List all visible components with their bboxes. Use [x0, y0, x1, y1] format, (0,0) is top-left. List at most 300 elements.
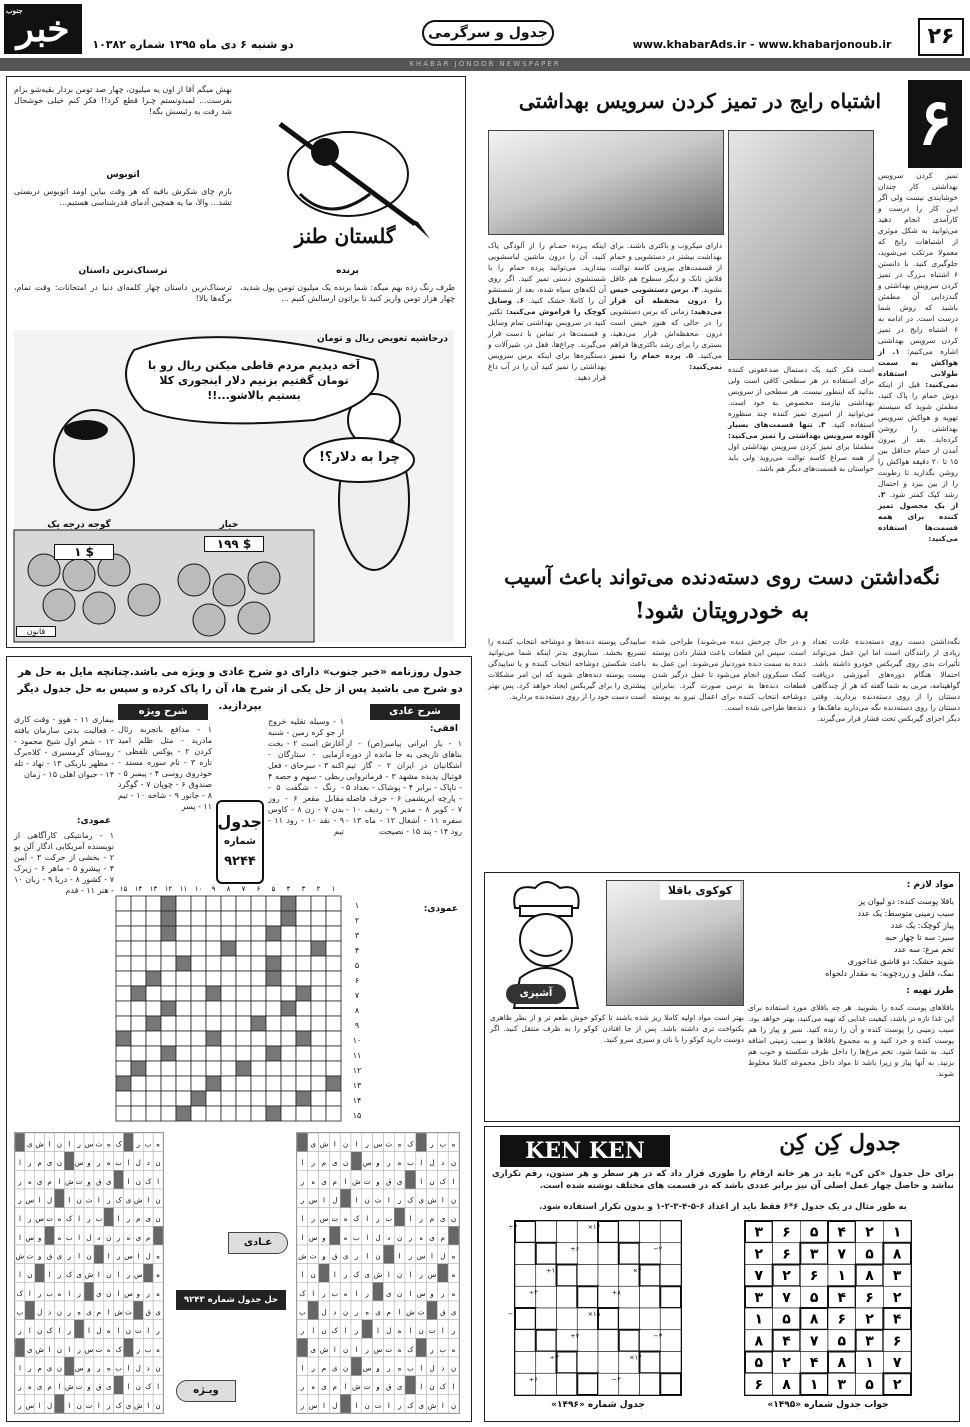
crossword-cell[interactable]: [236, 1001, 251, 1016]
crossword-black-cell: [296, 1091, 311, 1106]
badge-sub: شماره: [224, 836, 256, 847]
solution-letter: ل: [429, 1364, 435, 1373]
crossword-cell[interactable]: [221, 956, 236, 971]
crossword-cell[interactable]: [251, 956, 266, 971]
kenken-cell[interactable]: [557, 1352, 578, 1374]
crossword-cell[interactable]: [161, 1061, 176, 1076]
answer-digit: ۵: [837, 1333, 847, 1350]
crossword-cell[interactable]: [161, 956, 176, 971]
crossword-cell[interactable]: [266, 1076, 281, 1091]
solution-black-cell: [25, 1301, 35, 1320]
badge-word: جدول: [217, 812, 262, 831]
crossword-cell[interactable]: [221, 1001, 236, 1016]
solution-black-cell: [297, 1338, 308, 1357]
crossword-cell[interactable]: [131, 1001, 146, 1016]
crossword-cell[interactable]: [311, 971, 326, 986]
crossword-cell[interactable]: [176, 1031, 191, 1046]
solution-letter: ن: [125, 1327, 132, 1336]
crossword-cell[interactable]: [191, 896, 206, 911]
crossword-cell[interactable]: [116, 1091, 131, 1106]
crossword-cell[interactable]: [221, 1061, 236, 1076]
crossword-cell[interactable]: [251, 1046, 266, 1061]
crossword-cell[interactable]: [206, 1001, 221, 1016]
crossword-cell[interactable]: [176, 911, 191, 926]
crossword-cell[interactable]: [266, 941, 281, 956]
crossword-cell[interactable]: [251, 1031, 266, 1046]
crossword-cell[interactable]: [221, 1046, 236, 1061]
crossword-cell[interactable]: [206, 911, 221, 926]
crossword-cell[interactable]: [221, 1091, 236, 1106]
kenken-cell[interactable]: [577, 1286, 598, 1308]
crossword-cell[interactable]: [296, 1016, 311, 1031]
crossword-cell[interactable]: [251, 986, 266, 1001]
kenken-cell[interactable]: [660, 1286, 681, 1308]
kenken-cell[interactable]: [598, 1308, 619, 1330]
crossword-cell[interactable]: [236, 1091, 251, 1106]
crossword-cell[interactable]: [236, 1076, 251, 1091]
crossword-cell[interactable]: [206, 926, 221, 941]
crossword-cell[interactable]: [296, 956, 311, 971]
crossword-cell[interactable]: [176, 1046, 191, 1061]
kenken-cell[interactable]: [660, 1221, 681, 1243]
crossword-cell[interactable]: [266, 986, 281, 1001]
crossword-cell[interactable]: [176, 986, 191, 1001]
crossword-cell[interactable]: [176, 926, 191, 941]
crossword-cell[interactable]: [236, 956, 251, 971]
crossword-cell[interactable]: [221, 986, 236, 1001]
crossword-cell[interactable]: [146, 986, 161, 1001]
crossword-cell[interactable]: [161, 1076, 176, 1091]
website-urls[interactable]: www.khabarAds.ir - www.khabarjonoub.ir: [632, 38, 892, 51]
solution-letter: ی: [135, 1233, 142, 1242]
crossword-cell[interactable]: [281, 956, 296, 971]
solution-letter: م: [332, 1177, 337, 1186]
crossword-cell[interactable]: [236, 896, 251, 911]
crossword-cell[interactable]: [296, 896, 311, 911]
crossword-cell[interactable]: [146, 1106, 161, 1121]
crossword-cell[interactable]: [116, 1001, 131, 1016]
crossword-cell[interactable]: [206, 1016, 221, 1031]
kenken-cell[interactable]: [598, 1243, 619, 1265]
solution-letter: ا: [68, 1345, 71, 1354]
crossword-cell[interactable]: [311, 956, 326, 971]
crossword-cell[interactable]: [161, 941, 176, 956]
kenken-cell[interactable]: [557, 1265, 578, 1287]
crossword-cell[interactable]: [311, 1091, 326, 1106]
crossword-cell[interactable]: [251, 1001, 266, 1016]
crossword-cell[interactable]: [311, 1001, 326, 1016]
solution-letter: ک: [353, 1215, 360, 1224]
kenken-cell[interactable]: [577, 1352, 598, 1374]
solution-letter: س: [319, 1215, 329, 1224]
kenken-cell[interactable]: [660, 1352, 681, 1374]
special-vertical-label: عمودی:: [76, 816, 112, 826]
crossword-cell[interactable]: [296, 941, 311, 956]
crossword-cell[interactable]: [206, 1106, 221, 1121]
crossword-cell[interactable]: [296, 971, 311, 986]
kenken-cell[interactable]: [598, 1265, 619, 1287]
crossword-cell[interactable]: [251, 971, 266, 986]
crossword-cell[interactable]: [326, 911, 341, 926]
crossword-cell[interactable]: [311, 1106, 326, 1121]
crossword-cell[interactable]: [176, 896, 191, 911]
crossword-black-cell: [161, 926, 176, 941]
crossword-cell[interactable]: [116, 1106, 131, 1121]
crossword-cell[interactable]: [326, 1091, 341, 1106]
kenken-cell[interactable]: [536, 1286, 557, 1308]
kenken-cell[interactable]: [598, 1221, 619, 1243]
crossword-cell[interactable]: [176, 971, 191, 986]
crossword-cell[interactable]: [296, 1046, 311, 1061]
crossword-cell[interactable]: [266, 1001, 281, 1016]
crossword-cell[interactable]: [191, 1001, 206, 1016]
solution-letter: ق: [332, 1252, 338, 1261]
crossword-cell[interactable]: [146, 956, 161, 971]
crossword-cell[interactable]: [146, 1031, 161, 1046]
solution-letter: ش: [352, 1383, 361, 1392]
kenken-cell[interactable]: [515, 1308, 536, 1330]
crossword-cell[interactable]: [191, 926, 206, 941]
crossword-cell[interactable]: [206, 971, 221, 986]
crossword-cell[interactable]: [206, 956, 221, 971]
kenken-cell[interactable]: [619, 1373, 640, 1395]
kenken-cell[interactable]: [557, 1373, 578, 1395]
crossword-cell[interactable]: [296, 1001, 311, 1016]
kenken-cell[interactable]: [660, 1243, 681, 1265]
crossword-cell[interactable]: [326, 1106, 341, 1121]
kenken-puzzle-grid[interactable]: [508, 1220, 682, 1396]
crossword-cell[interactable]: [221, 896, 236, 911]
crossword-cell[interactable]: [281, 971, 296, 986]
crossword-cell[interactable]: [116, 1016, 131, 1031]
solution-letter: ن: [310, 1271, 316, 1280]
crossword-cell[interactable]: [131, 1046, 146, 1061]
crossword-cell[interactable]: [326, 1031, 341, 1046]
crossword-cell[interactable]: [131, 941, 146, 956]
kenken-cell[interactable]: [640, 1308, 661, 1330]
crossword-cell[interactable]: [236, 911, 251, 926]
crossword-cell[interactable]: [206, 896, 221, 911]
solution-letter: ه: [311, 1383, 316, 1392]
crossword-cell[interactable]: [311, 1046, 326, 1061]
solution-letter: ا: [58, 1327, 61, 1336]
kenken-cell[interactable]: [640, 1286, 661, 1308]
crossword-cell[interactable]: [326, 971, 341, 986]
crossword-cell[interactable]: [206, 1046, 221, 1061]
crossword-cell[interactable]: [176, 1061, 191, 1076]
crossword-cell[interactable]: [161, 971, 176, 986]
crossword-cell[interactable]: [251, 1091, 266, 1106]
kenken-cell[interactable]: [577, 1373, 598, 1395]
solution-letter: ا: [301, 1271, 304, 1280]
kenken-cell[interactable]: [536, 1221, 557, 1243]
crossword-cell[interactable]: [206, 1091, 221, 1106]
solution-letter: ک: [439, 1177, 446, 1186]
crossword-cell[interactable]: [191, 986, 206, 1001]
crossword-cell[interactable]: [221, 971, 236, 986]
crossword-cell[interactable]: [131, 1016, 146, 1031]
crossword-cell[interactable]: [266, 911, 281, 926]
crossword-cell[interactable]: [116, 941, 131, 956]
crossword-cell[interactable]: [191, 1031, 206, 1046]
crossword-grid-svg[interactable]: [112, 880, 346, 1120]
solution-letter: و: [322, 1233, 326, 1242]
crossword-cell[interactable]: [281, 1061, 296, 1076]
crossword-cell[interactable]: [236, 971, 251, 986]
crossword-cell[interactable]: [161, 1016, 176, 1031]
ingredient-item: سیر: سه تا چهار حبه: [885, 933, 954, 942]
crossword-cell[interactable]: [146, 1076, 161, 1091]
kenken-cell[interactable]: [536, 1308, 557, 1330]
crossword-cell[interactable]: [191, 1046, 206, 1061]
crossword-cell[interactable]: [236, 1016, 251, 1031]
kenken-cell[interactable]: [660, 1330, 681, 1352]
crossword-cell[interactable]: [266, 1016, 281, 1031]
crossword-cell[interactable]: [161, 1106, 176, 1121]
crossword-cell[interactable]: [116, 896, 131, 911]
crossword-cell[interactable]: [191, 1016, 206, 1031]
crossword-cell[interactable]: [326, 1046, 341, 1061]
crossword-cell[interactable]: [281, 1106, 296, 1121]
solution-letter: ر: [311, 1159, 315, 1168]
crossword-cell[interactable]: [296, 926, 311, 941]
crossword-cell[interactable]: [311, 1031, 326, 1046]
crossword-cell[interactable]: [266, 1091, 281, 1106]
solution-letter: س: [25, 1196, 35, 1205]
crossword-cell[interactable]: [116, 926, 131, 941]
solution-letter: ر: [408, 1233, 413, 1242]
crossword-cell[interactable]: [131, 1091, 146, 1106]
crossword-cell[interactable]: [116, 956, 131, 971]
kenken-cell[interactable]: [660, 1308, 681, 1330]
crossword-cell[interactable]: [236, 1031, 251, 1046]
crossword-cell[interactable]: [251, 896, 266, 911]
crossword-cell[interactable]: [281, 986, 296, 1001]
crossword-cell[interactable]: [206, 1061, 221, 1076]
crossword-cell[interactable]: [326, 896, 341, 911]
crossword-cell[interactable]: [296, 1076, 311, 1091]
solution-black-cell: [124, 1133, 134, 1152]
kenken-cell[interactable]: [536, 1373, 557, 1395]
crossword-cell[interactable]: [146, 1001, 161, 1016]
crossword-cell[interactable]: [296, 911, 311, 926]
crossword-cell[interactable]: [281, 941, 296, 956]
crossword-cell[interactable]: [176, 1091, 191, 1106]
kenken-cell[interactable]: [660, 1265, 681, 1287]
crossword-cell[interactable]: [146, 896, 161, 911]
crossword-cell[interactable]: [296, 1061, 311, 1076]
crossword-cell[interactable]: [251, 941, 266, 956]
crossword-cell[interactable]: [251, 911, 266, 926]
kenken-cell[interactable]: [619, 1330, 640, 1352]
cartoon-caption: درحاشیه تعویض ریال و تومان: [317, 334, 448, 344]
kenken-cell[interactable]: [515, 1221, 536, 1243]
kenken-cell[interactable]: [515, 1352, 536, 1374]
kenken-cell[interactable]: [557, 1286, 578, 1308]
crossword-cell[interactable]: [266, 896, 281, 911]
kenken-cell[interactable]: [619, 1308, 640, 1330]
cage-label: ۲−: [653, 1244, 663, 1253]
crossword-cell[interactable]: [281, 1046, 296, 1061]
solution-letter: ی: [429, 1233, 435, 1242]
crossword-cell[interactable]: [146, 1046, 161, 1061]
kenken-cell[interactable]: [598, 1352, 619, 1374]
answer-digit: ۸: [809, 1311, 819, 1328]
crossword-cell[interactable]: [266, 1061, 281, 1076]
kenken-cell[interactable]: [577, 1330, 598, 1352]
crossword-cell[interactable]: [191, 911, 206, 926]
crossword-cell[interactable]: [176, 941, 191, 956]
solution-letter: ش: [319, 1345, 329, 1354]
crossword-cell[interactable]: [191, 956, 206, 971]
solution-letter: ا: [68, 1289, 71, 1298]
crossword-cell[interactable]: [191, 1106, 206, 1121]
crossword-cell[interactable]: [266, 1031, 281, 1046]
solution-letter: و: [376, 1177, 380, 1186]
crossword-cell[interactable]: [251, 1076, 266, 1091]
crossword-cell[interactable]: [281, 926, 296, 941]
kenken-cell[interactable]: [515, 1330, 536, 1352]
crossword-cell[interactable]: [176, 1001, 191, 1016]
crossword-cell[interactable]: [326, 941, 341, 956]
row-number: ۹: [354, 1021, 360, 1030]
crossword-cell[interactable]: [251, 926, 266, 941]
kenken-cell[interactable]: [515, 1243, 536, 1265]
answer-digit: ۶: [892, 1333, 902, 1350]
crossword-cell[interactable]: [326, 1061, 341, 1076]
crossword-cell[interactable]: [161, 1031, 176, 1046]
crossword-cell[interactable]: [281, 1016, 296, 1031]
crossword-cell[interactable]: [191, 941, 206, 956]
crossword-cell[interactable]: [161, 986, 176, 1001]
crossword-cell[interactable]: [191, 1061, 206, 1076]
kenken-cell[interactable]: [640, 1352, 661, 1374]
crossword-cell[interactable]: [221, 1016, 236, 1031]
crossword-cell[interactable]: [131, 1106, 146, 1121]
kenken-cell[interactable]: [577, 1265, 598, 1287]
crossword-cell[interactable]: [221, 926, 236, 941]
solution-black-cell: [114, 1170, 124, 1189]
kenken-cell[interactable]: [598, 1330, 619, 1352]
kenken-cell[interactable]: [515, 1265, 536, 1287]
crossword-cell[interactable]: [191, 1076, 206, 1091]
crossword-cell[interactable]: [236, 941, 251, 956]
crossword-cell[interactable]: [221, 911, 236, 926]
crossword-cell[interactable]: [311, 911, 326, 926]
kenken-cell[interactable]: [619, 1286, 640, 1308]
kenken-cell[interactable]: [619, 1221, 640, 1243]
crossword-cell[interactable]: [161, 1091, 176, 1106]
crossword-cell[interactable]: [131, 1076, 146, 1091]
crossword-cell[interactable]: [116, 1046, 131, 1061]
crossword-cell[interactable]: [176, 1016, 191, 1031]
kenken-cell[interactable]: [536, 1243, 557, 1265]
crossword-cell[interactable]: [221, 1076, 236, 1091]
kenken-cell[interactable]: [557, 1221, 578, 1243]
crossword-cell[interactable]: [311, 986, 326, 1001]
crossword-cell[interactable]: [146, 1061, 161, 1076]
crossword-cell[interactable]: [116, 1061, 131, 1076]
solution-letter: ا: [409, 1327, 412, 1336]
puzzle-grid-svg[interactable]: [508, 1221, 681, 1395]
crossword-cell[interactable]: [281, 1076, 296, 1091]
column-number: ۱۳: [149, 885, 158, 893]
crossword-cell[interactable]: [206, 941, 221, 956]
crossword-cell[interactable]: [116, 911, 131, 926]
column-number: ۸: [226, 885, 231, 893]
crossword-cell[interactable]: [131, 971, 146, 986]
solution-letter: ا: [366, 1252, 369, 1261]
crossword-cell[interactable]: [311, 1016, 326, 1031]
crossword-cell[interactable]: [176, 1076, 191, 1091]
crossword-cell[interactable]: [236, 1106, 251, 1121]
crossword-cell[interactable]: [131, 911, 146, 926]
crossword-cell[interactable]: [251, 1061, 266, 1076]
crossword-cell[interactable]: [146, 941, 161, 956]
crossword-cell[interactable]: [146, 1091, 161, 1106]
crossword-cell[interactable]: [131, 1031, 146, 1046]
crossword-cell[interactable]: [221, 1106, 236, 1121]
crossword-cell[interactable]: [311, 926, 326, 941]
solution-black-cell: [416, 1133, 427, 1152]
kenken-cell[interactable]: [640, 1373, 661, 1395]
crossword-cell[interactable]: [326, 986, 341, 1001]
crossword-cell[interactable]: [131, 956, 146, 971]
solution-letter: ت: [135, 1327, 142, 1336]
solution-letter: ا: [420, 1159, 423, 1168]
crossword-cell[interactable]: [281, 1091, 296, 1106]
solution-letter: ا: [452, 1383, 455, 1392]
crossword-cell[interactable]: [281, 1031, 296, 1046]
kenken-cell[interactable]: [577, 1243, 598, 1265]
kenken-cell[interactable]: [557, 1308, 578, 1330]
solution-letter: س: [35, 1215, 44, 1224]
crossword-cell[interactable]: [326, 1016, 341, 1031]
answer-digit: ۷: [782, 1289, 791, 1306]
crossword-cell[interactable]: [251, 1106, 266, 1121]
crossword-cell[interactable]: [326, 956, 341, 971]
crossword-cell[interactable]: [191, 971, 206, 986]
crossword-cell[interactable]: [116, 986, 131, 1001]
kenken-cell[interactable]: [536, 1330, 557, 1352]
kenken-cell[interactable]: [660, 1373, 681, 1395]
crossword-grid[interactable]: [112, 880, 346, 1120]
crossword-cell[interactable]: [311, 896, 326, 911]
crossword-cell[interactable]: [236, 986, 251, 1001]
price-tag-tomato: ۱ $: [54, 544, 114, 560]
crossword-cell[interactable]: [116, 971, 131, 986]
crossword-cell[interactable]: [296, 1106, 311, 1121]
crossword-cell[interactable]: [131, 926, 146, 941]
logo-subtitle: جنوب: [6, 6, 23, 15]
crossword-cell[interactable]: [236, 1046, 251, 1061]
solution-letter: م: [37, 1159, 42, 1168]
kenken-cell[interactable]: [640, 1265, 661, 1287]
solution-letter: ش: [298, 1252, 307, 1261]
sign-tomato: گوجه درجه یک: [47, 520, 111, 530]
crossword-cell[interactable]: [131, 896, 146, 911]
kenken-cell[interactable]: [619, 1243, 640, 1265]
crossword-cell[interactable]: [146, 926, 161, 941]
crossword-cell[interactable]: [311, 1061, 326, 1076]
crossword-cell[interactable]: [311, 1076, 326, 1091]
crossword-cell[interactable]: [326, 926, 341, 941]
crossword-cell[interactable]: [326, 1001, 341, 1016]
crossword-cell[interactable]: [221, 1031, 236, 1046]
crossword-cell[interactable]: [236, 926, 251, 941]
crossword-cell[interactable]: [146, 911, 161, 926]
kenken-cell[interactable]: [640, 1221, 661, 1243]
